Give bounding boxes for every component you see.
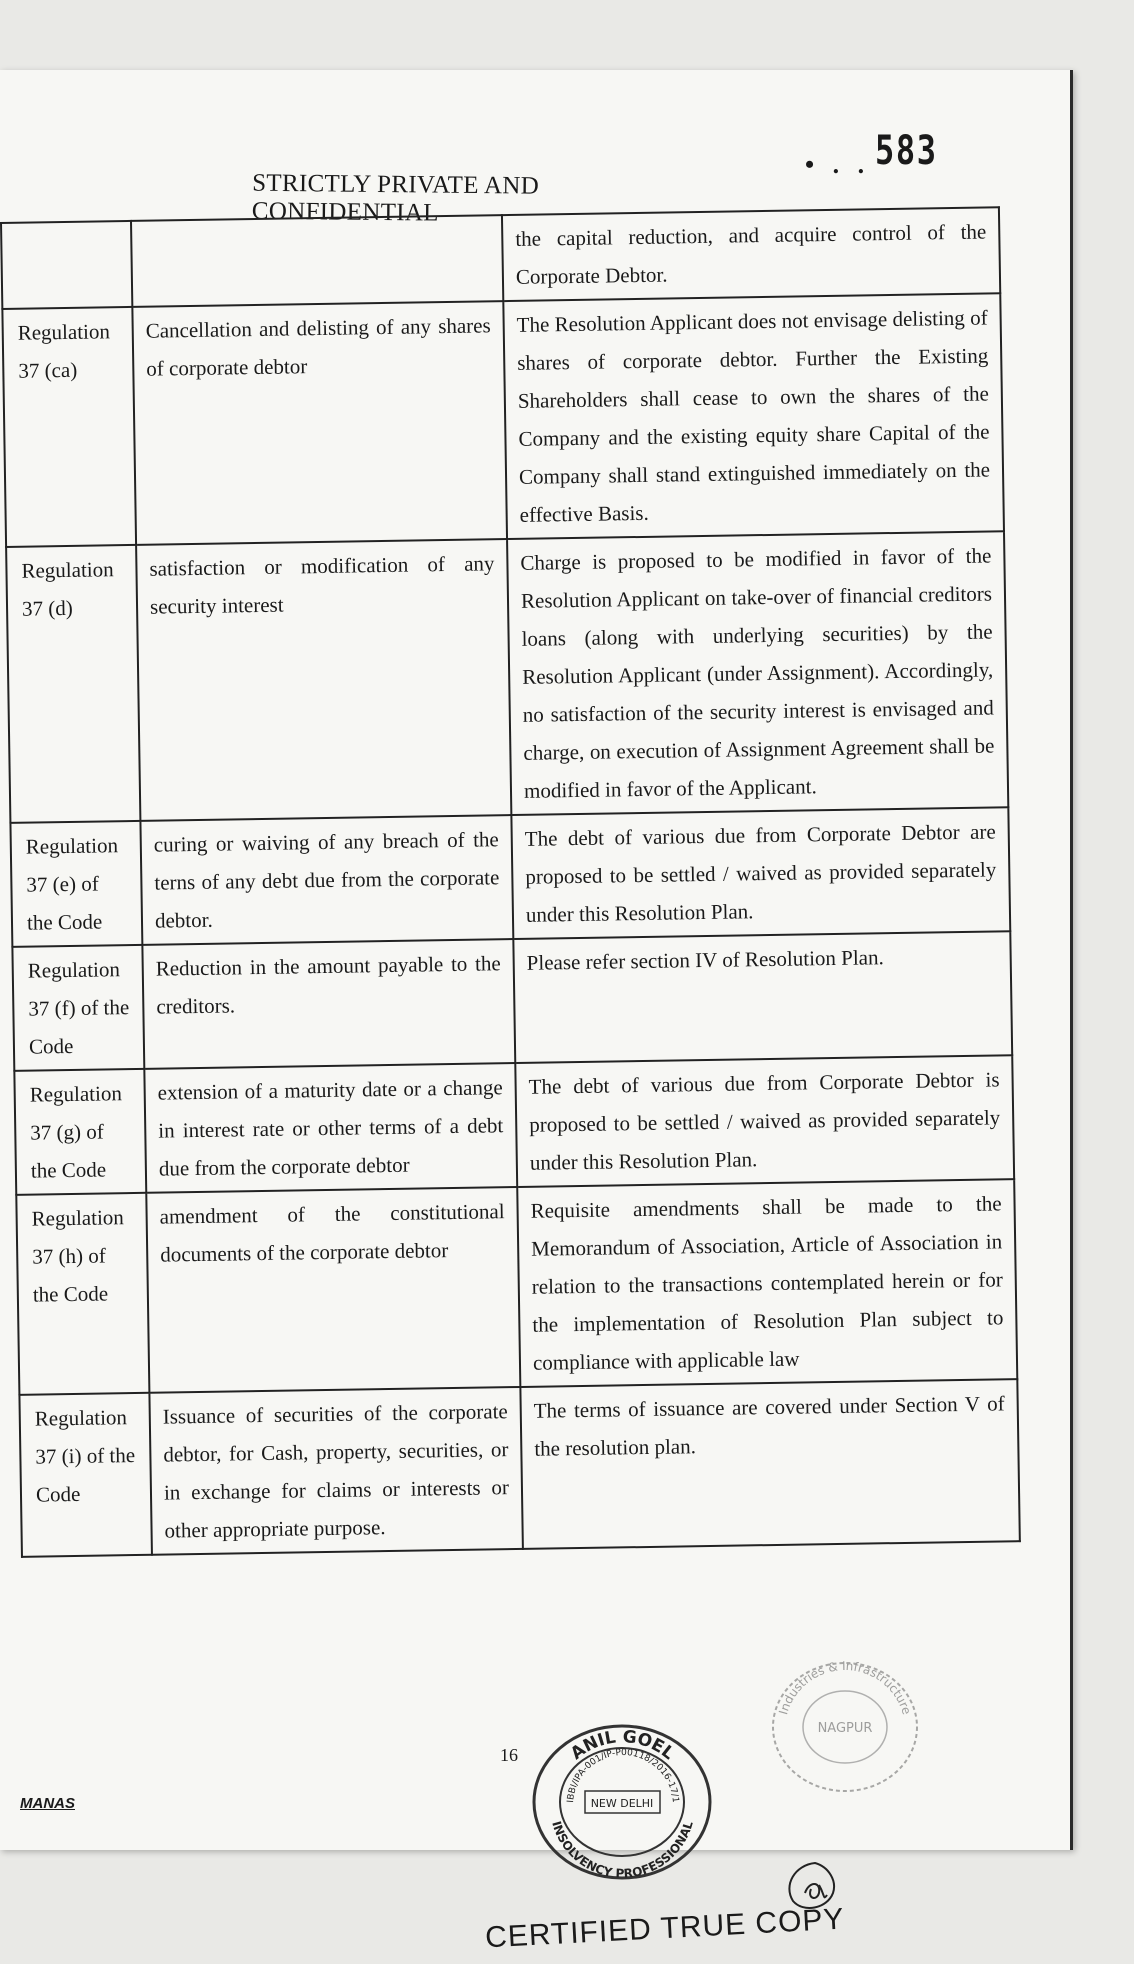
response-cell: Requisite amendments shall be made to the Memorandum of Association, Article of Association in relation to the transactions contemplated herein or for the implementation of Resolution Plan subject to compliance with applicable law — [517, 1179, 1017, 1387]
regulation-cell: Regulation 37 (d) — [6, 545, 140, 823]
company-seal-stamp — [765, 1655, 925, 1800]
regulation-table — [0, 206, 1021, 1558]
svg-text:INSOLVENCY PROFESSIONAL — [549, 1819, 696, 1881]
regulation-cell: Regulation 37 (f) of the Code — [12, 945, 144, 1071]
stamp-name: ANIL GOEL — [567, 1726, 679, 1765]
table-row — [1, 207, 1000, 309]
item-cell: curing or waiving of any breach of the terns of any debt due from the corporate debtor. — [140, 815, 513, 945]
table-row — [6, 531, 1008, 823]
item-cell: Reduction in the amount payable to the creditors. — [142, 939, 515, 1069]
page-header: STRICTLY PRIVATE AND CONFIDENTIAL — [251, 169, 540, 227]
response-cell: The debt of various due from Corporate Debtor is proposed to be settled / waived as provided separately under this Resolution Plan. — [515, 1055, 1014, 1187]
item-cell — [131, 215, 503, 307]
page-number: 583 — [875, 128, 938, 174]
table-row — [2, 293, 1004, 547]
response-cell: The terms of issuance are covered under Section V of the resolution plan. — [520, 1379, 1019, 1549]
insolvency-professional-stamp — [525, 1717, 720, 1882]
table-row — [19, 1379, 1019, 1557]
item-cell: amendment of the constitutional documents of the corporate debtor — [146, 1187, 520, 1393]
seal-city: NAGPUR — [817, 1721, 873, 1736]
response-cell: Please refer section IV of Resolution Plan. — [513, 931, 1012, 1063]
footer-page-number: 16 — [500, 1745, 518, 1765]
table-row — [10, 807, 1010, 947]
response-cell: Charge is proposed to be modified in favor of the Resolution Applicant on take-over of financial creditors loans (along with underlying securities) by the Resolution Applicant (under Assignment). Accordingly, no satisfaction of the security interest is envisaged and charge, on execution of Assignment Agreement shall be modified in favor of the Applicant. — [507, 531, 1008, 815]
seal-arc-text: Industries & Infrastructure — [776, 1658, 914, 1717]
item-cell: extension of a maturity date or a change in interest rate or other terms of a debt due from the corporate debtor — [144, 1063, 517, 1193]
response-cell: the capital reduction, and acquire control of the Corporate Debtor. — [502, 207, 1000, 301]
response-cell: The Resolution Applicant does not envisage delisting of shares of corporate debtor. Further the Existing Shareholders shall cease to own the shares of the Company and the existing equity share Capital of the Company shall stand extinguished immediately on the effective Basis. — [503, 293, 1004, 539]
footer-initials: MANAS — [20, 1795, 75, 1812]
table-row — [16, 1179, 1017, 1395]
regulation-cell: Regulation 37 (h) of the Code — [16, 1193, 149, 1395]
table-row — [12, 931, 1012, 1071]
item-cell: satisfaction or modification of any security interest — [136, 539, 511, 821]
item-cell: Cancellation and delisting of any shares of corporate debtor — [132, 301, 507, 545]
certified-true-copy-stamp: CERTIFIED TRUE COPY — [484, 1902, 846, 1955]
svg-text:Industries & Infrastructure — [776, 1659, 914, 1716]
regulation-cell: Regulation 37 (i) of the Code — [19, 1393, 152, 1557]
stamp-reg: IBBI/IPA-001/IP-P00118/2016-17/1 — [566, 1747, 681, 1804]
page-number-dots: • . . — [805, 150, 871, 179]
regulation-cell: Regulation 37 (e) of the Code — [10, 821, 142, 947]
stamp-city: NEW DELHI — [590, 1797, 654, 1810]
table-row — [14, 1055, 1014, 1195]
regulation-cell: Regulation 37 (g) of the Code — [14, 1069, 146, 1195]
regulation-cell: Regulation 37 (ca) — [2, 307, 136, 547]
item-cell: Issuance of securities of the corporate debtor, for Cash, property, securities, or in exchange for claims or interests or other appropriate purpose. — [149, 1387, 522, 1555]
response-cell: The debt of various due from Corporate Debtor are proposed to be settled / waived as provided separately under this Resolution Plan. — [511, 807, 1010, 939]
stamp-title: INSOLVENCY PROFESSIONAL — [549, 1819, 696, 1881]
regulation-cell — [1, 221, 132, 309]
